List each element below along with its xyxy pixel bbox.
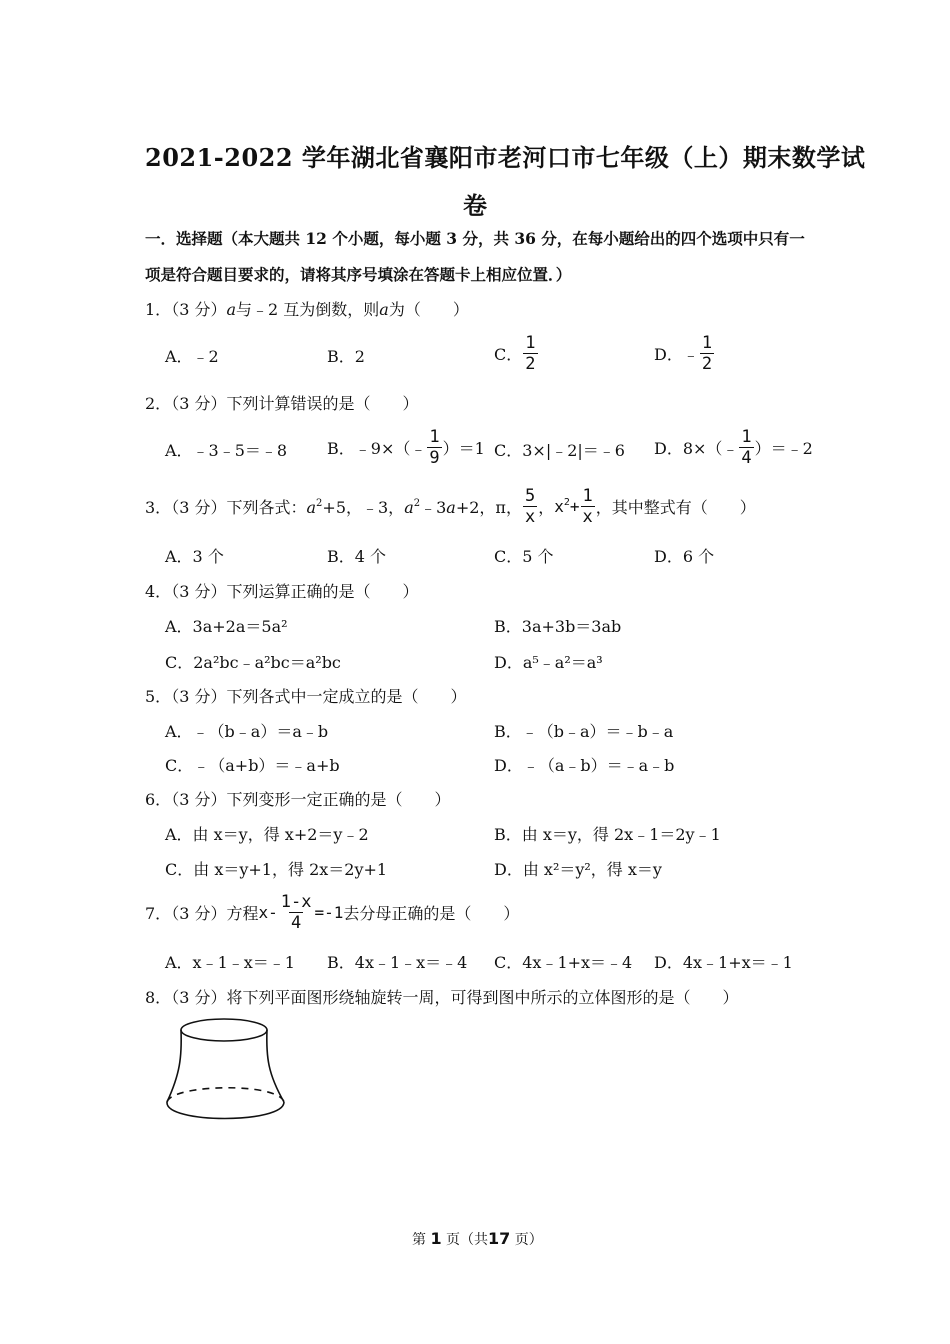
- q3-text-pre: 下列各式：: [226, 498, 307, 517]
- q8-number: 8．: [145, 988, 172, 1007]
- q3-t2-a: a: [446, 498, 456, 517]
- q2-d-pre: D．8×（﹣: [654, 439, 739, 458]
- q6-option-d: D．由 x²＝y²，得 x＝y: [494, 860, 662, 879]
- q7-eq-den: 4: [291, 913, 302, 933]
- q2-d-post: ）＝﹣2: [754, 439, 813, 458]
- q1-c-num: 1: [525, 333, 536, 353]
- footer-page-number: 1: [430, 1229, 442, 1248]
- q4-score: （3 分）: [171, 582, 227, 601]
- q1-text: 与﹣2 互为倒数，则: [236, 300, 380, 319]
- q5-option-a: A．﹣（b﹣a）＝a﹣b: [165, 722, 329, 741]
- q7-score: （3 分）: [171, 904, 227, 923]
- q2-option-b: [327, 427, 485, 468]
- question-5: [145, 684, 466, 707]
- q1-d-num: 1: [701, 333, 713, 353]
- q6-number: 6．: [145, 790, 172, 809]
- footer-post: 页）: [514, 1232, 543, 1248]
- q5-option-c: C．﹣（a+b）＝﹣a+b: [165, 756, 340, 775]
- question-8: [145, 985, 738, 1008]
- q7-eq-minus: -: [268, 903, 278, 922]
- q2-d-den: 4: [741, 448, 752, 468]
- q1-d-sign: ﹣: [682, 345, 699, 364]
- question-6: [145, 787, 450, 810]
- q1-number: 1．: [145, 300, 172, 319]
- q3-t2-mid: ﹣3: [420, 498, 447, 517]
- q5-score: （3 分）: [171, 687, 227, 706]
- q2-text: 下列计算错误的是（ ）: [226, 394, 419, 413]
- question-3: [145, 486, 756, 527]
- q3-option-a: A．3 个: [165, 547, 224, 566]
- q2-d-num: 1: [741, 427, 752, 447]
- question-4: [145, 579, 418, 602]
- q5-number: 5．: [145, 687, 172, 706]
- q3-number: 3．: [145, 498, 172, 517]
- page-footer: [412, 1229, 543, 1249]
- q3-t2-sup: 2: [413, 498, 421, 509]
- q7-eq-rhs: =-1: [314, 903, 344, 922]
- q2-b-post: ）＝1: [442, 439, 485, 458]
- q7-number: 7．: [145, 904, 172, 923]
- q2-d-fraction: [739, 427, 753, 468]
- q3-t1-sup: 2: [316, 498, 323, 509]
- q3-term1: [306, 498, 521, 517]
- q2-b-den: 9: [429, 448, 440, 468]
- q3-fraction-1: [523, 486, 537, 527]
- q7-text-pre: 方程: [226, 904, 259, 923]
- q3-x2: [554, 497, 579, 516]
- q5-option-b: B．﹣（b﹣a）＝﹣b﹣a: [494, 722, 674, 741]
- q4-option-a: A．3a+2a＝5a²: [165, 617, 288, 636]
- q1-option-a: A．﹣2: [165, 347, 219, 366]
- q8-bottom-front: [167, 1102, 284, 1119]
- q8-top-ellipse: [181, 1019, 267, 1041]
- q7-eq-x: x: [258, 903, 269, 922]
- page-title-line1: 2021-2022 学年湖北省襄阳市老河口市七年级（上）期末数学试: [145, 143, 866, 172]
- q1-var2: a: [379, 300, 389, 319]
- q7-option-c: C．4x﹣1+x＝﹣4: [494, 953, 633, 972]
- q8-text: 将下列平面图形绕轴旋转一周，可得到图中所示的立体图形的是（ ）: [226, 988, 739, 1007]
- q2-b-pre: B．﹣9×（﹣: [327, 439, 427, 458]
- q1-d-den: 2: [701, 354, 713, 374]
- section-heading-line2: 项是符合题目要求的，请将其序号填涂在答题卡上相应位置．）: [145, 265, 572, 284]
- q2-option-d: [654, 427, 813, 468]
- q8-left-profile: [167, 1030, 181, 1102]
- q3-plus: +: [569, 497, 580, 516]
- q1-option-b: B．2: [327, 347, 365, 366]
- question-7: [145, 892, 519, 933]
- q3-option-d: D．6 个: [654, 547, 715, 566]
- q6-option-b: B．由 x＝y，得 2x﹣1＝2y﹣1: [494, 825, 721, 844]
- q2-option-a: A．﹣3﹣5＝﹣8: [165, 441, 288, 460]
- q3-x2-sup: 2: [563, 497, 570, 508]
- q2-b-num: 1: [429, 427, 440, 447]
- q1-d-label: D．: [654, 345, 683, 364]
- q3-t1-post: +5，﹣3，: [322, 498, 405, 517]
- q4-number: 4．: [145, 582, 172, 601]
- q1-c-fraction: [523, 333, 537, 374]
- q7-option-a: A．x﹣1﹣x＝﹣1: [165, 953, 295, 972]
- q7-eq-num: 1-x: [280, 892, 312, 912]
- q8-score: （3 分）: [171, 988, 227, 1007]
- q3-f2-den: x: [582, 507, 593, 527]
- question-1: [145, 297, 469, 320]
- q5-text: 下列各式中一定成立的是（ ）: [226, 687, 467, 706]
- q3-option-b: B．4 个: [327, 547, 387, 566]
- q1-var: a: [226, 300, 237, 319]
- q7-text-end: 去分母正确的是（ ）: [343, 904, 520, 923]
- q8-solid-figure: [160, 1012, 295, 1132]
- q3-score: （3 分）: [171, 498, 227, 517]
- q5-option-d: D．﹣（a﹣b）＝﹣a﹣b: [494, 756, 675, 775]
- question-2: [145, 391, 418, 414]
- q1-text-end: 为（ ）: [388, 300, 469, 319]
- footer-total-pages: 17: [488, 1229, 511, 1248]
- q3-f2-num: 1: [582, 486, 593, 506]
- q6-option-c: C．由 x＝y+1，得 2x＝2y+1: [165, 860, 388, 879]
- q2-number: 2．: [145, 394, 172, 413]
- q1-c-den: 2: [525, 354, 536, 374]
- q2-score: （3 分）: [171, 394, 227, 413]
- q1-score: （3 分）: [171, 300, 227, 319]
- section-heading-line1: 一．选择题（本大题共 12 个小题，每小题 3 分，共 36 分，在每小题给出的四个选项中只有一: [145, 229, 805, 248]
- q3-f1-den: x: [524, 507, 536, 527]
- q1-option-d: [654, 333, 715, 374]
- q6-score: （3 分）: [171, 790, 227, 809]
- q8-bottom-back-dashed: [167, 1088, 284, 1102]
- q7-option-d: D．4x﹣1+x＝﹣1: [654, 953, 793, 972]
- q3-fraction-2: [581, 486, 595, 527]
- q4-option-c: C．2a²bc﹣a²bc＝a²bc: [165, 653, 341, 672]
- q3-t2-var: a: [404, 498, 414, 517]
- page-title-line2: 卷: [463, 191, 488, 220]
- q3-f1-num: 5: [524, 486, 536, 506]
- q7-eq-fraction: [279, 892, 314, 933]
- q7-option-b: B．4x﹣1﹣x＝﹣4: [327, 953, 468, 972]
- footer-pre: 第: [412, 1232, 426, 1248]
- q2-b-fraction: [427, 427, 441, 468]
- q3-t1-var: a: [306, 498, 317, 517]
- q3-t2-post: +2，π，: [455, 498, 522, 517]
- q3-x2-var: x: [554, 497, 564, 516]
- q1-d-fraction: [700, 333, 714, 374]
- q2-option-c: C．3×|﹣2|＝﹣6: [494, 441, 625, 460]
- q7-eq-lhs: [258, 903, 277, 922]
- q4-text: 下列运算正确的是（ ）: [226, 582, 419, 601]
- q3-text-end: ，其中整式有（ ）: [595, 498, 756, 517]
- q6-option-a: A．由 x＝y，得 x+2＝y﹣2: [165, 825, 369, 844]
- q4-option-d: D．a⁵﹣a²＝a³: [494, 653, 603, 672]
- q6-text: 下列变形一定正确的是（ ）: [226, 790, 451, 809]
- q8-right-profile: [267, 1030, 284, 1102]
- q1-option-c: [494, 333, 539, 374]
- footer-mid: 页（共: [446, 1232, 489, 1248]
- q1-c-label: C．: [494, 345, 523, 364]
- q4-option-b: B．3a+3b＝3ab: [494, 617, 622, 636]
- q3-comma: ，: [538, 498, 555, 517]
- q3-option-c: C．5 个: [494, 547, 554, 566]
